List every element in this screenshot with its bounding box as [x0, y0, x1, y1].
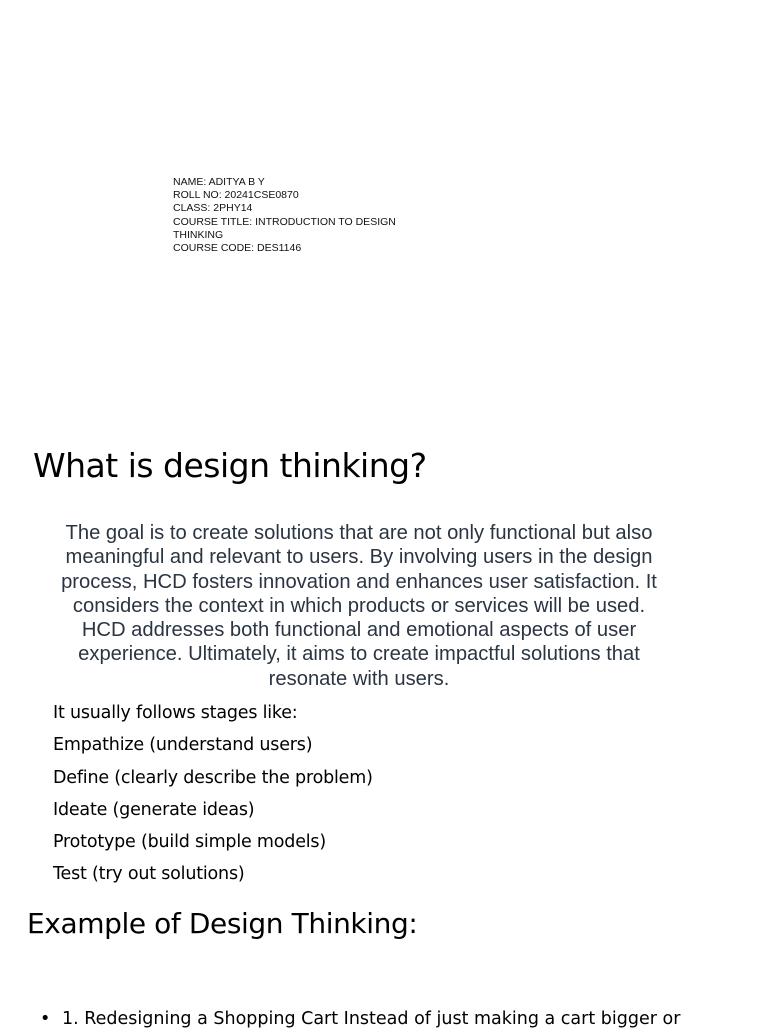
list-item: It usually follows stages like:: [53, 703, 298, 723]
course-title: COURSE TITLE: INTRODUCTION TO DESIGN THINKING: [173, 215, 396, 241]
roll-number: ROLL NO: 20241CSE0870: [173, 189, 299, 202]
hcd-paragraph: The goal is to create solutions that are not only functional but also meaningful and relevant to users. By involving users in the design process, HCD fosters innovation and enhances user satisfaction. It considers the context in which products or services will be used. HCD addresses both functional and emotional aspects of user experience. Ultimately, it aims to create impactful solutions that resonate with users.: [61, 522, 657, 690]
course-code: COURSE CODE: DES1146: [173, 242, 302, 255]
title-slide: [0, 0, 768, 432]
list-item: Test (try out solutions): [53, 864, 245, 885]
list-item: Ideate (generate ideas): [53, 799, 255, 820]
example-bullet-item: [40, 1007, 680, 1031]
student-info-block: [173, 176, 433, 255]
slide-title: What is design thinking?: [33, 446, 427, 485]
student-name: NAME: ADITYA B Y: [173, 176, 265, 188]
example-slide: [0, 866, 768, 1029]
list-item: Prototype (build simple models): [53, 832, 326, 853]
list-item: Empathize (understand users): [53, 735, 313, 756]
bullet-marker: •: [40, 1009, 51, 1029]
class-label: CLASS: 2PHY14: [173, 202, 253, 215]
design-thinking-slide: [0, 432, 768, 885]
list-item: Define (clearly describe the problem): [53, 767, 373, 788]
example-bullet-text: 1. Redesigning a Shopping Cart Instead of just making a cart bigger or: [62, 1009, 681, 1029]
slide-title: Example of Design Thinking:: [27, 907, 418, 940]
stages-list: [53, 697, 373, 891]
